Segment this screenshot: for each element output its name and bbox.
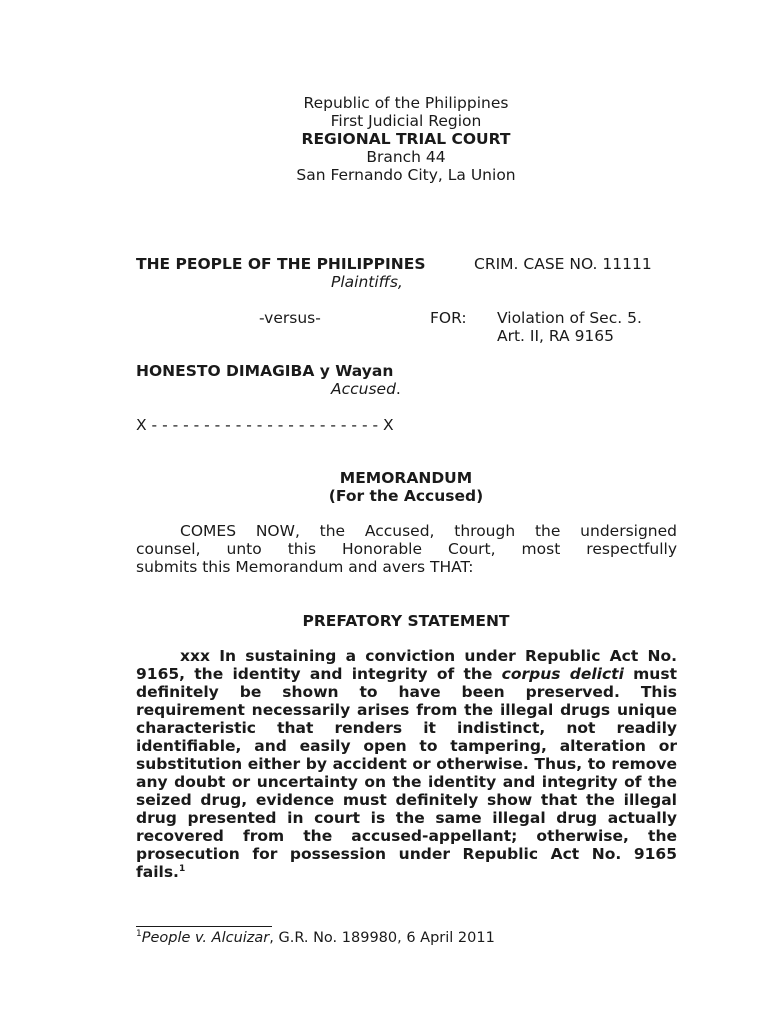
prefatory-line: 9165, the identity and integrity of the corpus delicti must <box>136 665 677 683</box>
caption-accused: HONESTO DIMAGIBA y Wayan <box>136 362 394 380</box>
intro-paragraph <box>136 522 677 576</box>
caption-offense-line1: Violation of Sec. 5. <box>497 309 642 327</box>
prefatory-paragraph <box>136 647 677 881</box>
prefatory-line: fails.$^1$ <box>136 863 186 881</box>
intro-line: COMES NOW, the Accused, through the undersigned <box>180 522 677 540</box>
prefatory-line: definitely be shown to have been preserved. This <box>136 683 677 701</box>
footnote-divider <box>136 926 272 927</box>
prefatory-line: substitution either by accident or otherwise. Thus, to remove <box>136 755 677 773</box>
prefatory-line: characteristic that renders it indistinct, not readily <box>136 719 677 737</box>
prefatory-line: xxx In sustaining a conviction under Republic Act No. <box>180 647 677 665</box>
caption-accused-role: Accused. <box>331 380 401 398</box>
footnote-case-name: People v. Alcuizar <box>141 930 270 946</box>
footnote-reference[interactable]: 1 <box>178 863 186 874</box>
footnote <box>136 929 495 947</box>
prefatory-line: any doubt or uncertainty on the identity and integrity of the <box>136 773 677 791</box>
prefatory-line: identifiable, and easily open to tampering, alteration or <box>136 737 677 755</box>
caption-plaintiff: THE PEOPLE OF THE PHILIPPINES <box>136 255 426 273</box>
prefatory-line: requirement necessarily arises from the illegal drugs unique <box>136 701 677 719</box>
intro-line: counsel, unto this Honorable Court, most respectfully <box>136 540 677 558</box>
prefatory-line: recovered from the accused-appellant; otherwise, the <box>136 827 677 845</box>
header-court: REGIONAL TRIAL COURT <box>301 130 511 148</box>
header-location: San Fernando City, La Union <box>296 166 516 184</box>
caption-offense-line2: Art. II, RA 9165 <box>497 327 615 345</box>
memorandum-title: MEMORANDUM <box>339 469 473 487</box>
footnote-number: 1 <box>136 929 142 940</box>
header-branch: Branch 44 <box>366 148 446 166</box>
header-region: First Judicial Region <box>330 112 482 130</box>
prefatory-line: prosecution for possession under Republic Act No. 9165 <box>136 845 677 863</box>
caption-case-number: CRIM. CASE NO. 11111 <box>474 255 652 273</box>
caption-versus: -versus- <box>259 309 321 327</box>
prefatory-line: seized drug, evidence must definitely show that the illegal <box>136 791 677 809</box>
header-republic: Republic of the Philippines <box>303 94 509 112</box>
section-heading: PREFATORY STATEMENT <box>302 612 510 630</box>
memorandum-subtitle: (For the Accused) <box>328 487 484 505</box>
caption-plaintiff-role: Plaintiffs, <box>331 273 403 291</box>
prefatory-line: drug presented in court is the same illegal drug actually <box>136 809 677 827</box>
intro-line: submits this Memorandum and avers THAT: <box>136 558 474 576</box>
caption-for-label: FOR: <box>430 309 467 327</box>
footnote-citation: , G.R. No. 189980, 6 April 2011 <box>269 930 495 946</box>
caption-separator: X - - - - - - - - - - - - - - - - - - - - - - X <box>136 416 394 434</box>
